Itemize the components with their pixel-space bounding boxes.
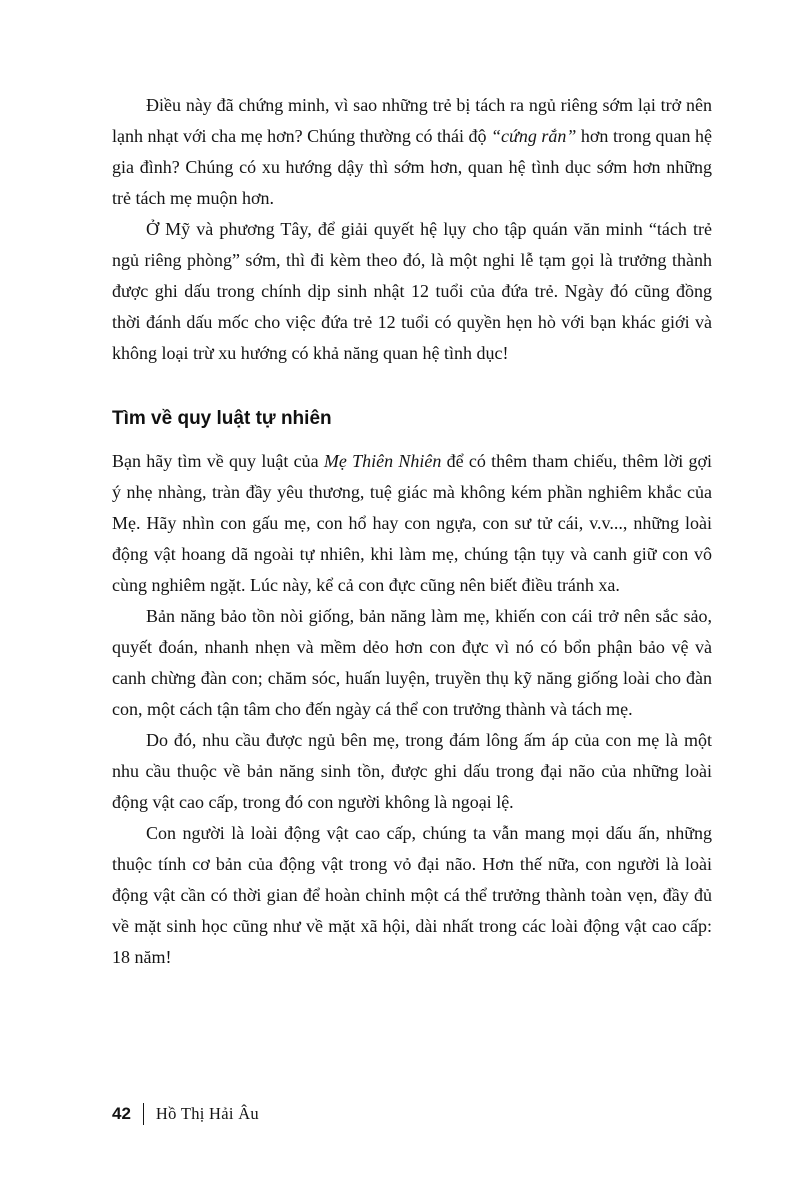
paragraph-5: Do đó, nhu cầu được ngủ bên mẹ, trong đám lông ấm áp của con mẹ là một nhu cầu thuộc về bản năng sinh tồn, được ghi dấu trong đại não của những loài động vật cao cấp, trong đó con người không là ngoại lệ. xyxy=(112,730,712,812)
text-run-italic: “cứng rắn” xyxy=(491,126,577,146)
paragraph-6: Con người là loài động vật cao cấp, chúng ta vẫn mang mọi dấu ấn, những thuộc tính cơ bản của động vật trong vỏ đại não. Hơn thế nữa, con người là loài động vật cần có thời gian để hoàn chỉnh một cá thể trưởng thành toàn vẹn, đầy đủ về mặt sinh học cũng như về mặt xã hội, dài nhất trong các loài động vật cao cấp: 18 năm! xyxy=(112,823,712,967)
text-run: để có thêm tham chiếu, thêm lời gợi ý nhẹ nhàng, tràn đầy yêu thương, tuệ giác mà không kém phần nghiêm khắc của Mẹ. Hãy nhìn con gấu mẹ, con hổ hay con ngựa, con sư tử cái, v.v..., những loài động vật hoang dã ngoài tự nhiên, khi làm mẹ, chúng tận tụy và canh giữ con vô cùng nghiêm ngặt. Lúc này, kể cả con đực cũng nên biết điều tránh xa. xyxy=(112,451,713,595)
text-run: hơn trong quan hệ gia đình? Chúng có xu hướng dậy thì sớm hơn, quan hệ tình dục sớm hơn những trẻ tách mẹ muộn hơn. xyxy=(112,126,712,208)
section-heading: Tìm về quy luật tự nhiên xyxy=(112,408,332,429)
footer-divider xyxy=(143,1103,144,1125)
paragraph-2: Ở Mỹ và phương Tây, để giải quyết hệ lụy cho tập quán văn minh “tách trẻ ngủ riêng phòng” sớm, thì đi kèm theo đó, là một nghi lễ tạm gọi là trưởng thành được ghi dấu trong chính dịp sinh nhật 12 tuổi của đứa trẻ. Ngày đó cũng đồng thời đánh dấu mốc cho việc đứa trẻ 12 tuổi có quyền hẹn hò với bạn khác giới và không loại trừ xu hướng có khả năng quan hệ tình dục! xyxy=(112,219,712,363)
author-name: Hồ Thị Hải Âu xyxy=(155,1104,259,1123)
text-run: Điều này đã chứng minh, vì sao những trẻ bị tách ra ngủ riêng sớm lại trở nên lạnh nhạt với cha mẹ hơn? Chúng thường có thái độ xyxy=(112,95,712,146)
page-content xyxy=(112,90,712,973)
paragraph-4: Bản năng bảo tồn nòi giống, bản năng làm mẹ, khiến con cái trở nên sắc sảo, quyết đoán, nhanh nhẹn và mềm dẻo hơn con đực vì nó có bổn phận bảo vệ và canh chừng đàn con; chăm sóc, huấn luyện, truyền thụ kỹ năng giống loài cho đàn con, một cách tận tâm cho đến ngày cá thể con trưởng thành và tách mẹ. xyxy=(112,606,712,719)
text-run: Bạn hãy tìm về quy luật của xyxy=(112,451,324,471)
page-number: 42 xyxy=(112,1104,131,1123)
paragraph-3 xyxy=(112,446,712,601)
text-run-italic: Mẹ Thiên Nhiên xyxy=(323,451,442,471)
paragraph-1 xyxy=(112,90,712,214)
page-footer xyxy=(112,1103,259,1125)
